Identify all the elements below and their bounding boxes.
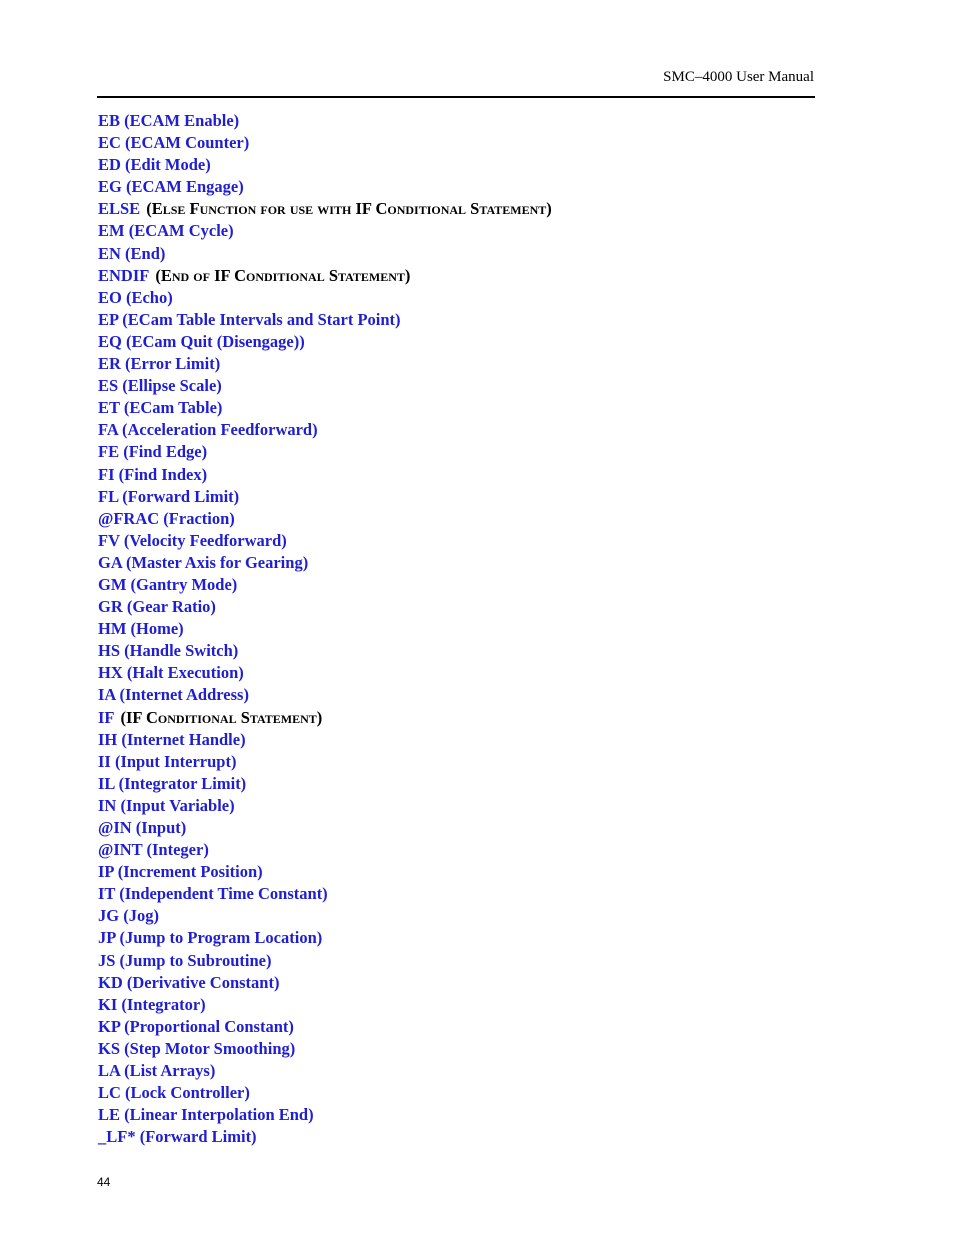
list-item: [98, 220, 552, 242]
command-link[interactable]: JG (Jog): [98, 906, 159, 926]
command-link[interactable]: HM (Home): [98, 619, 184, 639]
command-link[interactable]: HX (Halt Execution): [98, 663, 244, 683]
command-link[interactable]: HS (Handle Switch): [98, 641, 239, 661]
list-item: [98, 861, 552, 883]
command-link[interactable]: LC (Lock Controller): [98, 1083, 250, 1103]
list-item: [98, 927, 552, 949]
list-item: [98, 176, 552, 198]
command-link[interactable]: IH (Internet Handle): [98, 729, 246, 749]
list-item: [98, 375, 552, 397]
list-item: [98, 773, 552, 795]
command-link[interactable]: EP (ECam Table Intervals and Start Point): [98, 309, 401, 329]
command-description: (End of IF Conditional Statement): [155, 265, 411, 285]
command-link[interactable]: ED (Edit Mode): [98, 155, 211, 175]
command-link[interactable]: EN (End): [98, 243, 166, 263]
command-link[interactable]: GM (Gantry Mode): [98, 574, 238, 594]
command-link[interactable]: ENDIF: [98, 265, 150, 285]
command-link[interactable]: GA (Master Axis for Gearing): [98, 552, 309, 572]
list-item: [98, 817, 552, 839]
command-link-list: [98, 110, 552, 1148]
command-link[interactable]: IL (Integrator Limit): [98, 773, 247, 793]
command-link[interactable]: ET (ECam Table): [98, 398, 223, 418]
command-link[interactable]: JP (Jump to Program Location): [98, 928, 323, 948]
list-item: [98, 1060, 552, 1082]
command-link[interactable]: LA (List Arrays): [98, 1061, 216, 1081]
command-link[interactable]: EC (ECAM Counter): [98, 133, 250, 153]
list-item: [98, 353, 552, 375]
list-item: [98, 110, 552, 132]
command-description: (Else Function for use with IF Conditional Statement): [146, 199, 552, 219]
list-item: [98, 441, 552, 463]
command-link[interactable]: @INT (Integer): [98, 840, 209, 860]
command-link[interactable]: EG (ECAM Engage): [98, 177, 244, 197]
list-item: [98, 1038, 552, 1060]
list-item: [98, 640, 552, 662]
command-link[interactable]: ES (Ellipse Scale): [98, 376, 222, 396]
list-item: [98, 508, 552, 530]
list-item: [98, 729, 552, 751]
command-description: (IF Conditional Statement): [120, 707, 323, 727]
list-item: [98, 751, 552, 773]
command-link[interactable]: @IN (Input): [98, 818, 187, 837]
list-item: [98, 309, 552, 331]
list-item: [98, 905, 552, 927]
list-item: [98, 265, 552, 287]
list-item: [98, 795, 552, 817]
list-item: [98, 331, 552, 353]
command-link[interactable]: FL (Forward Limit): [98, 486, 240, 506]
command-link[interactable]: @FRAC (Fraction): [98, 508, 235, 528]
command-link[interactable]: IN (Input Variable): [98, 795, 235, 815]
command-link[interactable]: II (Input Interrupt): [98, 751, 237, 771]
command-link[interactable]: EQ (ECam Quit (Disengage)): [98, 331, 305, 351]
command-link[interactable]: KD (Derivative Constant): [98, 972, 280, 992]
command-link[interactable]: LE (Linear Interpolation End): [98, 1105, 314, 1125]
list-item: [98, 972, 552, 994]
command-link[interactable]: KP (Proportional Constant): [98, 1016, 294, 1036]
list-item: [98, 552, 552, 574]
command-link[interactable]: ELSE: [98, 199, 141, 219]
command-link[interactable]: GR (Gear Ratio): [98, 597, 216, 617]
list-item: [98, 419, 552, 441]
header-divider: [97, 96, 815, 98]
running-header: SMC–4000 User Manual: [663, 69, 814, 85]
list-item: [98, 618, 552, 640]
command-link[interactable]: EO (Echo): [98, 287, 173, 307]
command-link[interactable]: FA (Acceleration Feedforward): [98, 420, 318, 440]
command-link[interactable]: FV (Velocity Feedforward): [98, 530, 287, 550]
list-item: [98, 684, 552, 706]
list-item: [98, 1082, 552, 1104]
list-item: [98, 839, 552, 861]
list-item: [98, 596, 552, 618]
list-item: [98, 707, 552, 729]
list-item: [98, 154, 552, 176]
command-link[interactable]: ER (Error Limit): [98, 354, 221, 374]
command-link[interactable]: EB (ECAM Enable): [98, 111, 240, 130]
list-item: [98, 486, 552, 508]
command-link[interactable]: EM (ECAM Cycle): [98, 221, 234, 241]
list-item: [98, 883, 552, 905]
list-item: [98, 1126, 552, 1148]
list-item: [98, 198, 552, 220]
command-link[interactable]: _LF* (Forward Limit): [98, 1127, 257, 1147]
command-link[interactable]: IA (Internet Address): [98, 685, 249, 705]
page-number: 44: [97, 1175, 111, 1189]
list-item: [98, 950, 552, 972]
command-link[interactable]: KS (Step Motor Smoothing): [98, 1038, 296, 1058]
command-link[interactable]: IT (Independent Time Constant): [98, 884, 328, 904]
command-link[interactable]: KI (Integrator): [98, 994, 206, 1014]
list-item: [98, 243, 552, 265]
list-item: [98, 1104, 552, 1126]
list-item: [98, 464, 552, 486]
command-link[interactable]: IF: [98, 707, 115, 727]
list-item: [98, 397, 552, 419]
list-item: [98, 662, 552, 684]
command-link[interactable]: IP (Increment Position): [98, 862, 263, 882]
list-item: [98, 530, 552, 552]
list-item: [98, 287, 552, 309]
list-item: [98, 994, 552, 1016]
command-link[interactable]: JS (Jump to Subroutine): [98, 950, 272, 970]
list-item: [98, 574, 552, 596]
command-link[interactable]: FE (Find Edge): [98, 442, 208, 462]
command-link[interactable]: FI (Find Index): [98, 464, 208, 484]
list-item: [98, 1016, 552, 1038]
list-item: [98, 132, 552, 154]
